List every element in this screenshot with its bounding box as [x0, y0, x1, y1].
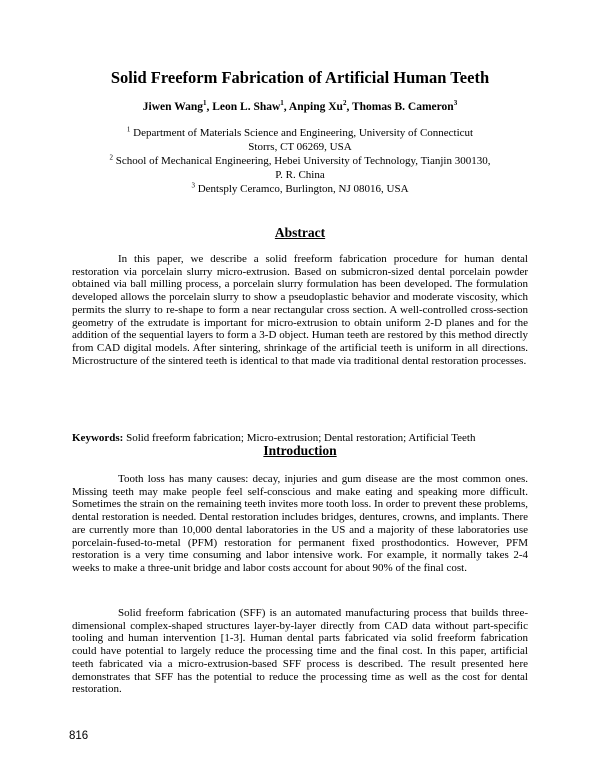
body-paragraph: Tooth loss has many causes: decay, injuries and gum disease are the most common ones. Missing teeth may make people feel self-conscious and make eating and speaking more difficult. Sometimes the strain on the remaining teeth invites more tooth loss. In order to prevent these problems, dental restoration is needed. Dental restoration includes bridges, dentures, crowns, and implants. There are currently more than 10,000 dental laboratories in the US and a majority of these laboratories use porcelain-fused-to-metal (PFM) restoration for permanent fixed prosthodontics. However, PFM restoration is a very time consuming and labor intensive work. For example, it normally takes 2-4 weeks to make a three-unit bridge and labor costs account for about 90% of the final cost. — [72, 473, 528, 574]
affiliation-line: $^1$ Department of Materials Science and Engineering, University of Connecticut — [126, 125, 474, 139]
affiliation-line: $^3$ Dentsply Ceramco, Burlington, NJ 08016, USA — [191, 181, 409, 195]
abstract-text: In this paper, we describe a solid freeform fabrication procedure for human dental restoration via porcelain slurry micro-extrusion. Based on submicron-sized dental porcelain powder obtained via ball milling process, a porcelain slurry formulation has been developed. The formulation developed allows the porcelain slurry to show a pseudoplastic behavior and moderate viscosity, which permits the slurry to re-shape to form a near rectangular cross section. A well-controlled cross-section geometry of the extrudate is important for micro-extrusion to obtain uniform 2-D planes and for the addition of the sequential layers to form a 3-D object. Human teeth are restored by this method directly from CAD digital models. After sintering, shrinkage of the artificial teeth is uniform in all directions. Microstructure of the sintered teeth is identical to that made via traditional dental restoration processes. — [72, 253, 528, 367]
affiliations — [0, 126, 600, 196]
author-list — [0, 100, 600, 115]
affiliation-line: P. R. China — [275, 169, 325, 181]
author: Anping Xu$^2$, — [288, 99, 352, 113]
author: Leon L. Shaw$^1$, — [212, 99, 289, 113]
affiliation-line: $^2$ School of Mechanical Engineering, Hebei University of Technology, Tianjin 300130, — [109, 153, 491, 167]
author: Thomas B. Cameron$^3$ — [351, 99, 458, 113]
keywords-label: Keywords: — [72, 432, 124, 444]
author: Jiwen Wang$^1$, — [142, 99, 213, 113]
body-paragraph: Solid freeform fabrication (SFF) is an automated manufacturing process that builds three-dimensional complex-shaped structures layer-by-layer directly from CAD data without part-specific tooling and human intervention [1-3]. Human dental parts fabricated via solid freeform fabrication could have potential to largely reduce the processing time and the final cost. In this paper, artificial teeth fabricated via a micro-extrusion-based SFF process is described. The result presented here demonstrates that SFF has the potential to reduce the processing time as well as the cost for dental restoration. — [72, 607, 528, 696]
paper-title: Solid Freeform Fabrication of Artificial Human Teeth — [110, 68, 490, 87]
page-number: 816 — [69, 730, 89, 742]
keywords-text: Solid freeform fabrication; Micro-extrusion; Dental restoration; Artificial Teeth — [126, 432, 476, 444]
affiliation-line: Storrs, CT 06269, USA — [248, 141, 352, 153]
abstract-heading: Abstract — [274, 225, 326, 240]
introduction-heading: Introduction — [263, 443, 337, 458]
